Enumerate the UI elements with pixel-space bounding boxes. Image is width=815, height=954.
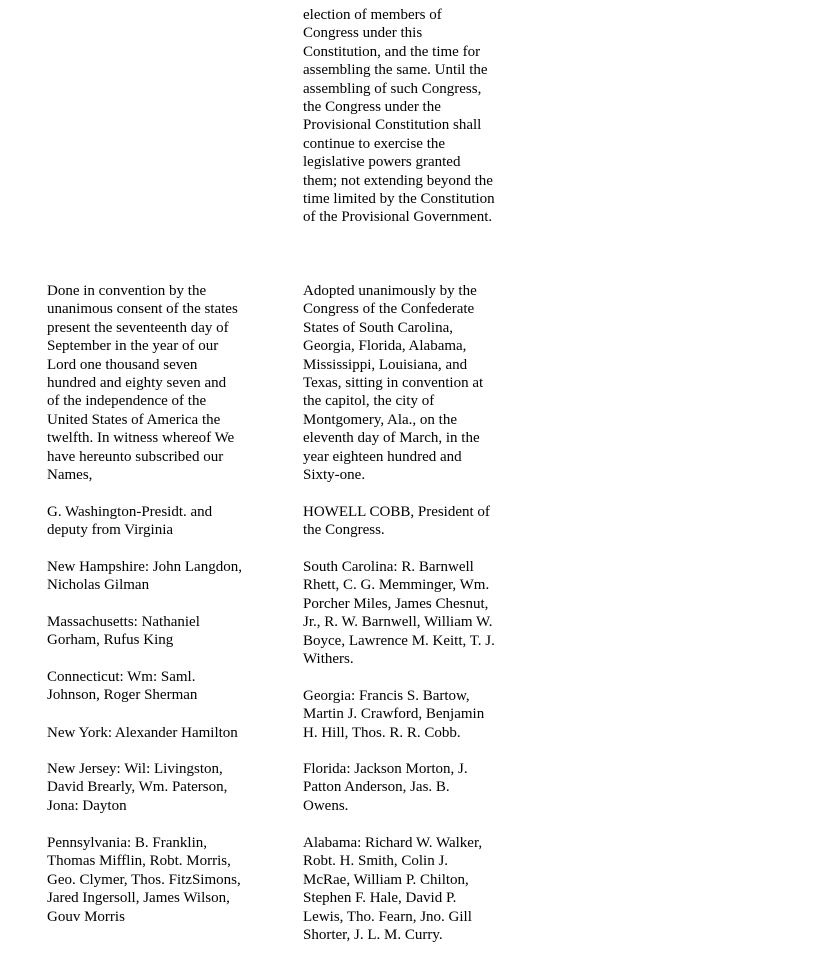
south-carolina-signers: South Carolina: R. Barnwell Rhett, C. G. Memminger, Wm. Porcher Miles, James Chesnut, Jr., R. W. Barnwell, William W. Boyce, Lawrence M. Keitt, T. J. Withers. xyxy=(303,559,495,668)
confederate-adoption-paragraph: Adopted unanimously by the Congress of the Confederate States of South Carolina, Georgia, Florida, Alabama, Mississippi, Louisiana, and Texas, sitting in convention at the capitol, the city of Montgomery, Ala., on the eleventh day of March, in the year eighteen hundred and Sixty-one. xyxy=(303,283,484,484)
georgia-signers: Georgia: Francis S. Bartow, Martin J. Crawford, Benjamin H. Hill, Thos. R. R. Cobb. xyxy=(303,688,485,741)
new-hampshire-signers: New Hampshire: John Langdon, Nicholas Gilman xyxy=(47,559,242,594)
pennsylvania-signers: Pennsylvania: B. Franklin, Thomas Mifflin, Robt. Morris, Geo. Clymer, Thos. FitzSimons, Jared Ingersoll, James Wilson, Gouv Morris xyxy=(47,835,241,925)
connecticut-signers: Connecticut: Wm: Saml. Johnson, Roger Sherman xyxy=(47,669,198,704)
us-president-signature: G. Washington-Presidt. and deputy from Virginia xyxy=(47,504,213,539)
provisional-congress-continuation: election of members of Congress under this Constitution, and the time for assembling the same. Until the assembling of such Congress, the Congress under the Provisional Constitution shall continue to exercise the legislative powers granted them; not extending beyond the time limited by the Constitution of the Provisional Government. xyxy=(303,7,495,226)
alabama-signers: Alabama: Richard W. Walker, Robt. H. Smith, Colin J. McRae, William P. Chilton, Stephen F. Hale, David P. Lewis, Tho. Fearn, Jno. Gill Shorter, J. L. M. Curry. xyxy=(303,835,483,944)
new-york-signers: New York: Alexander Hamilton xyxy=(47,725,238,741)
florida-signers: Florida: Jackson Morton, J. Patton Anderson, Jas. B. Owens. xyxy=(303,761,468,814)
new-jersey-signers: New Jersey: Wil: Livingston, David Brearly, Wm. Paterson, Jona: Dayton xyxy=(47,761,228,814)
confederate-president-signature: HOWELL COBB, President of the Congress. xyxy=(303,504,490,539)
us-convention-paragraph: Done in convention by the unanimous consent of the states present the seventeenth day of September in the year of our Lord one thousand seven hundred and eighty seven and of the independence of the United States of America the twelfth. In witness whereof We have hereunto subscribed our Names, xyxy=(47,283,238,484)
massachusetts-signers: Massachusetts: Nathaniel Gorham, Rufus King xyxy=(47,614,200,649)
